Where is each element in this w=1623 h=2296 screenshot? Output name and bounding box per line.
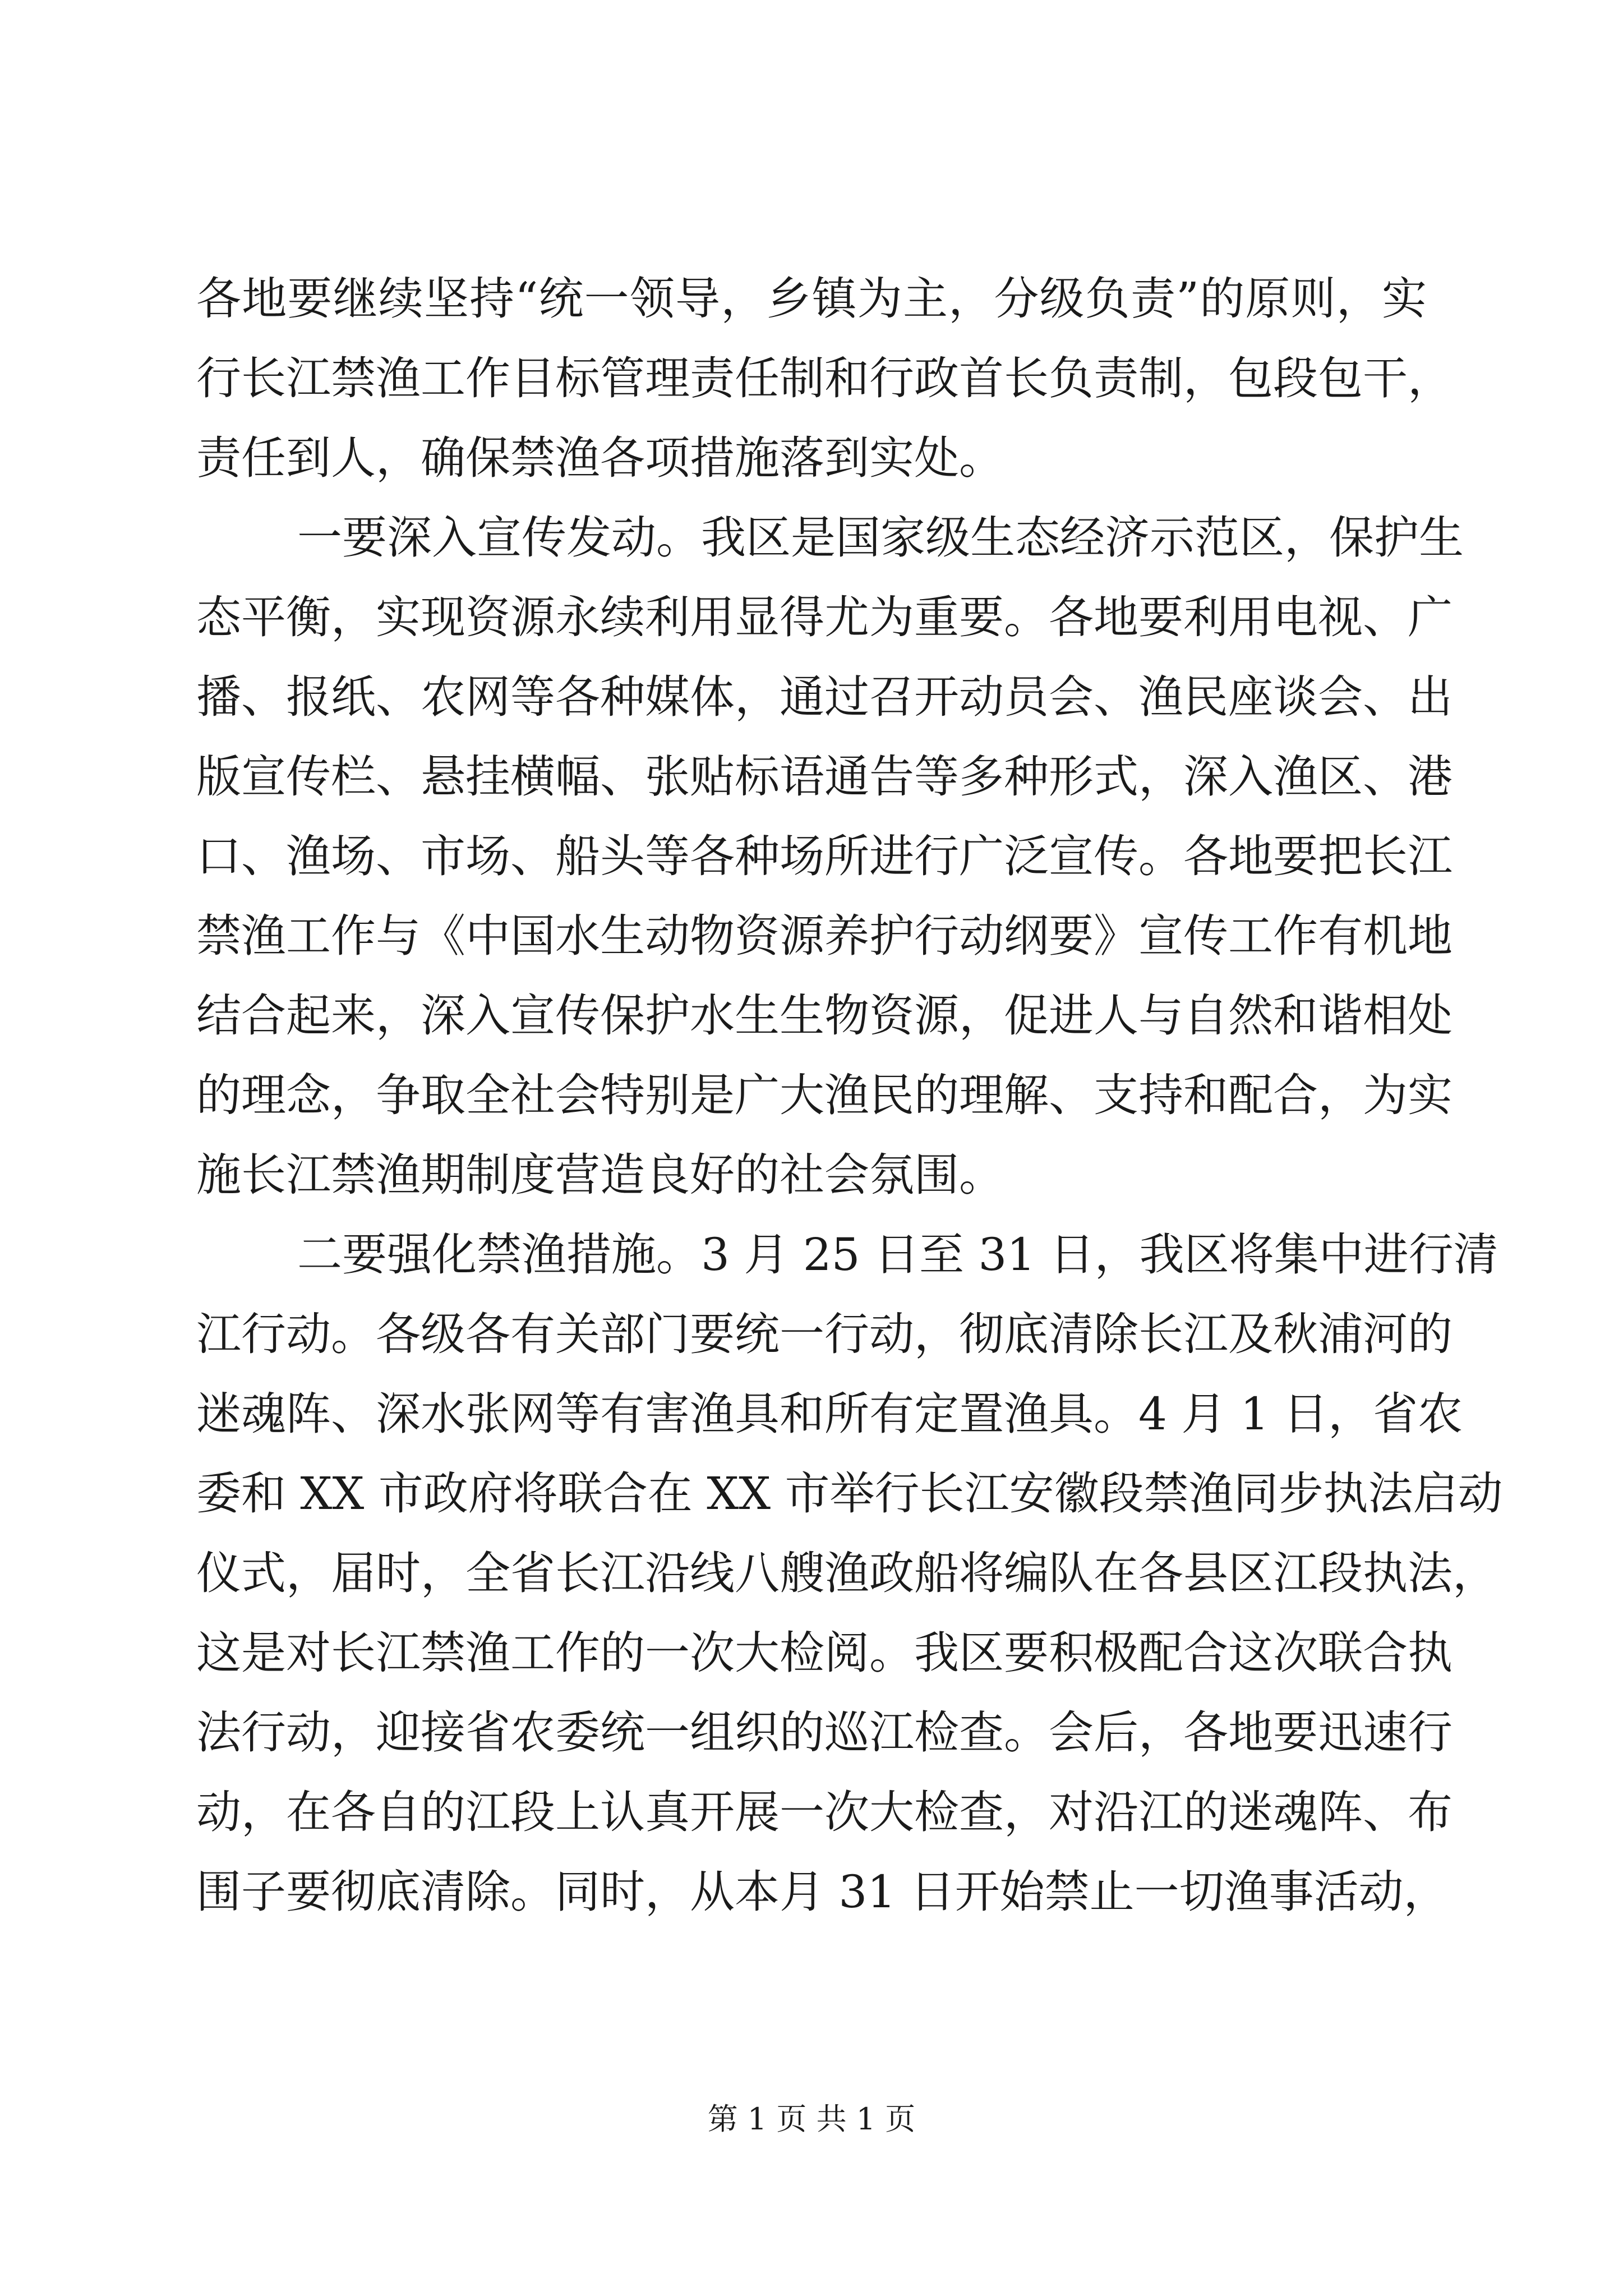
text-line: 各地要继续坚持“统一领导，乡镇为主，分级负责”的原则，实 (196, 273, 1427, 325)
text-line: 播、报纸、农网等各种媒体，通过召开动员会、渔民座谈会、出 (196, 671, 1453, 723)
text-line: 这是对长江禁渔工作的一次大检阅。我区要积极配合这次联合执 (196, 1627, 1453, 1679)
text-line: 行长江禁渔工作目标管理责任制和行政首长负责制，包段包干， (196, 352, 1453, 404)
text-line: 结合起来，深入宣传保护水生生物资源，促进人与自然和谐相处 (196, 990, 1453, 1042)
text-line: 版宣传栏、悬挂横幅、张贴标语通告等多种形式，深入渔区、港 (196, 751, 1453, 803)
text-line: 禁渔工作与《中国水生动物资源养护行动纲要》宣传工作有机地 (196, 910, 1453, 962)
text-line: 法行动，迎接省农委统一组织的巡江检查。会后，各地要迅速行 (196, 1706, 1453, 1759)
text-line: 的理念，争取全社会特别是广大渔民的理解、支持和配合，为实 (196, 1069, 1453, 1121)
document-body (196, 259, 1503, 1932)
text-line: 口、渔场、市场、船头等各种场所进行广泛宣传。各地要把长江 (196, 830, 1453, 882)
page-number-footer: 第 1 页 共 1 页 (707, 2101, 916, 2137)
text-line: 责任到人，确保禁渔各项措施落到实处。 (196, 432, 1004, 484)
text-line: 江行动。各级各有关部门要统一行动，彻底清除长江及秋浦河的 (196, 1308, 1453, 1360)
text-line: 围子要彻底清除。同时，从本月 31 日开始禁止一切渔事活动， (196, 1866, 1449, 1918)
paragraph-first-line: 二要强化禁渔措施。3 月 25 日至 31 日，我区将集中进行清 (297, 1228, 1498, 1281)
text-line: 委和 XX 市政府将联合在 XX 市举行长江安徽段禁渔同步执法启动 (196, 1467, 1503, 1520)
text-line: 动，在各自的江段上认真开展一次大检查，对沿江的迷魂阵、布 (196, 1786, 1453, 1838)
paragraph-first-line: 一要深入宣传发动。我区是国家级生态经济示范区，保护生 (297, 512, 1464, 564)
text-line: 迷魂阵、深水张网等有害渔具和所有定置渔具。4 月 1 日，省农 (196, 1388, 1463, 1440)
text-line: 施长江禁渔期制度营造良好的社会氛围。 (196, 1149, 1004, 1201)
text-line: 态平衡，实现资源永续利用显得尤为重要。各地要利用电视、广 (196, 591, 1453, 643)
text-line: 仪式，届时，全省长江沿线八艘渔政船将编队在各县区江段执法， (196, 1547, 1497, 1599)
